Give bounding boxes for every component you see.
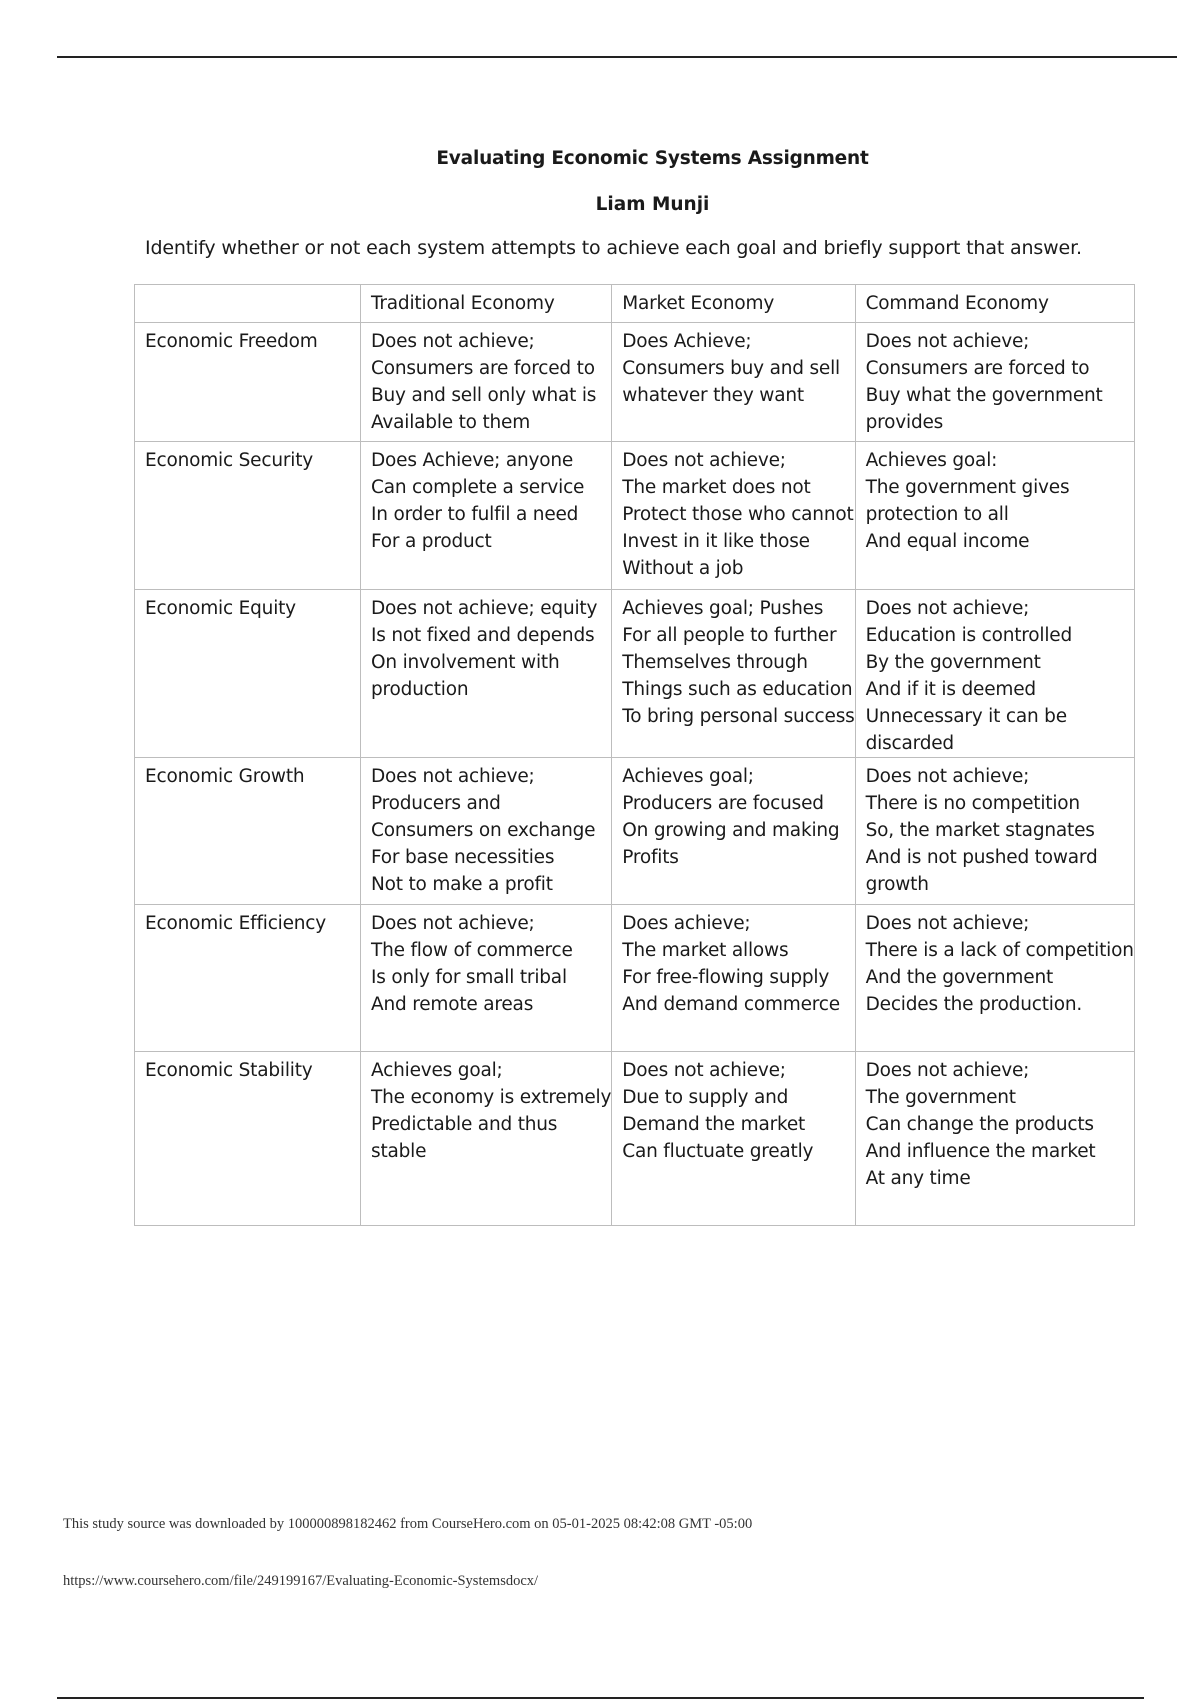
cell-line: Does not achieve; [622, 450, 786, 471]
cell-line: And is not pushed toward [865, 847, 1098, 868]
cell-line: Does not achieve; [371, 331, 535, 352]
command-cell [855, 1052, 1134, 1226]
table-body [135, 323, 1135, 1226]
top-rule [57, 56, 1177, 58]
cell-line: Does not achieve; [865, 1060, 1030, 1081]
cell-line: Available to them [371, 412, 531, 433]
header-cell-traditional: Traditional Economy [361, 285, 612, 323]
cell-line: And equal income [865, 531, 1030, 552]
traditional-cell [361, 442, 612, 590]
cell-line: Not to make a profit [371, 874, 553, 895]
cell-line: The government gives [865, 477, 1070, 498]
goal-cell: Economic Stability [135, 1052, 361, 1226]
cell-line: Education is controlled [865, 625, 1073, 646]
cell-line: Does not achieve; [622, 1060, 786, 1081]
cell-line: And demand commerce [622, 994, 840, 1015]
cell-line: Buy what the government [865, 385, 1103, 406]
cell-line: For all people to further [622, 625, 837, 646]
cell-line: Things such as education [622, 679, 853, 700]
goal-cell: Economic Equity [135, 590, 361, 758]
cell-line: Can change the products [865, 1114, 1094, 1135]
cell-line: And influence the market [865, 1141, 1096, 1162]
header-cell-command: Command Economy [855, 285, 1134, 323]
command-cell [855, 758, 1134, 905]
cell-line: On growing and making [622, 820, 840, 841]
cell-line: Can fluctuate greatly [622, 1141, 814, 1162]
cell-line: Predictable and thus [371, 1114, 558, 1135]
cell-line: Does achieve; [622, 913, 751, 934]
cell-line: The flow of commerce [371, 940, 573, 961]
document-title: Evaluating Economic Systems Assignment [436, 148, 869, 169]
cell-line: The government [865, 1087, 1016, 1108]
cell-line: Does not achieve; [371, 766, 535, 787]
cell-line: stable [371, 1141, 427, 1162]
cell-line: Protect those who cannot [622, 504, 854, 525]
cell-line: Demand the market [622, 1114, 806, 1135]
cell-line: The market does not [622, 477, 811, 498]
market-cell [612, 758, 855, 905]
cell-line: Profits [622, 847, 679, 868]
cell-line: Is only for small tribal [371, 967, 567, 988]
cell-line: Is not fixed and depends [371, 625, 595, 646]
traditional-cell [361, 905, 612, 1052]
cell-line: In order to fulfil a need [371, 504, 579, 525]
cell-line: Buy and sell only what is [371, 385, 597, 406]
goal-cell: Economic Freedom [135, 323, 361, 442]
cell-line: Consumers are forced to [865, 358, 1090, 379]
cell-line: discarded [865, 733, 954, 754]
table-row [135, 758, 1135, 905]
cell-line: By the government [865, 652, 1041, 673]
cell-line: Consumers on exchange [371, 820, 596, 841]
cell-line: The economy is extremely [371, 1087, 612, 1108]
economic-systems-table [134, 284, 1135, 1226]
cell-line: production [371, 679, 469, 700]
traditional-cell [361, 758, 612, 905]
instructions-text: Identify whether or not each system attempts to achieve each goal and briefly support that answer. [145, 237, 1082, 259]
cell-line: whatever they want [622, 385, 804, 406]
cell-line: And remote areas [371, 994, 534, 1015]
command-cell [855, 590, 1134, 758]
cell-line: For a product [371, 531, 492, 552]
market-cell [612, 323, 855, 442]
command-cell [855, 442, 1134, 590]
cell-line: For base necessities [371, 847, 555, 868]
cell-line: And if it is deemed [865, 679, 1036, 700]
table-row [135, 590, 1135, 758]
goal-cell: Economic Growth [135, 758, 361, 905]
goal-cell: Economic Security [135, 442, 361, 590]
cell-line: Without a job [622, 558, 744, 579]
table-header-row [135, 285, 1135, 323]
cell-line: Invest in it like those [622, 531, 810, 552]
cell-line: Does not achieve; equity [371, 598, 598, 619]
cell-line: And the government [865, 967, 1054, 988]
cell-line: growth [865, 874, 929, 895]
traditional-cell [361, 323, 612, 442]
cell-line: For free-flowing supply [622, 967, 830, 988]
command-cell [855, 323, 1134, 442]
table-row [135, 442, 1135, 590]
cell-line: At any time [865, 1168, 971, 1189]
market-cell [612, 905, 855, 1052]
command-cell [855, 905, 1134, 1052]
cell-line: Decides the production. [865, 994, 1083, 1015]
table-row [135, 1052, 1135, 1226]
cell-line: Achieves goal: [865, 450, 998, 471]
cell-line: Does not achieve; [865, 331, 1030, 352]
table-row [135, 905, 1135, 1052]
market-cell [612, 590, 855, 758]
goal-cell: Economic Efficiency [135, 905, 361, 1052]
cell-line: Consumers are forced to [371, 358, 595, 379]
cell-line: Achieves goal; [622, 766, 754, 787]
traditional-cell [361, 1052, 612, 1226]
cell-line: On involvement with [371, 652, 560, 673]
cell-line: Themselves through [622, 652, 808, 673]
cell-line: There is a lack of competition [865, 940, 1134, 961]
bottom-rule [57, 1697, 1144, 1699]
cell-line: Achieves goal; Pushes [622, 598, 824, 619]
author-name: Liam Munji [595, 194, 710, 215]
cell-line: Due to supply and [622, 1087, 789, 1108]
cell-line: The market allows [622, 940, 789, 961]
cell-line: Does not achieve; [865, 913, 1030, 934]
cell-line: Does not achieve; [371, 913, 535, 934]
cell-line: protection to all [865, 504, 1009, 525]
cell-line: Producers and [371, 793, 501, 814]
cell-line: Does not achieve; [865, 766, 1030, 787]
header-cell-market: Market Economy [612, 285, 855, 323]
cell-line: There is no competition [865, 793, 1080, 814]
market-cell [612, 1052, 855, 1226]
header-cell-empty [135, 285, 361, 323]
cell-line: Does not achieve; [865, 598, 1030, 619]
cell-line: provides [865, 412, 944, 433]
cell-line: Can complete a service [371, 477, 585, 498]
cell-line: Does Achieve; [622, 331, 752, 352]
cell-line: Does Achieve; anyone [371, 450, 574, 471]
table-row [135, 323, 1135, 442]
cell-line: So, the market stagnates [865, 820, 1095, 841]
cell-line: Consumers buy and sell [622, 358, 840, 379]
cell-line: To bring personal success [622, 706, 855, 727]
cell-line: Producers are focused [622, 793, 824, 814]
cell-line: Achieves goal; [371, 1060, 503, 1081]
cell-line: Unnecessary it can be [865, 706, 1067, 727]
download-note: This study source was downloaded by 100000898182462 from CourseHero.com on 05-01-2025 08:42:08 GMT -05:00 [63, 1516, 753, 1532]
market-cell [612, 442, 855, 590]
traditional-cell [361, 590, 612, 758]
source-url: https://www.coursehero.com/file/249199167/Evaluating-Economic-Systemsdocx/ [63, 1573, 539, 1589]
